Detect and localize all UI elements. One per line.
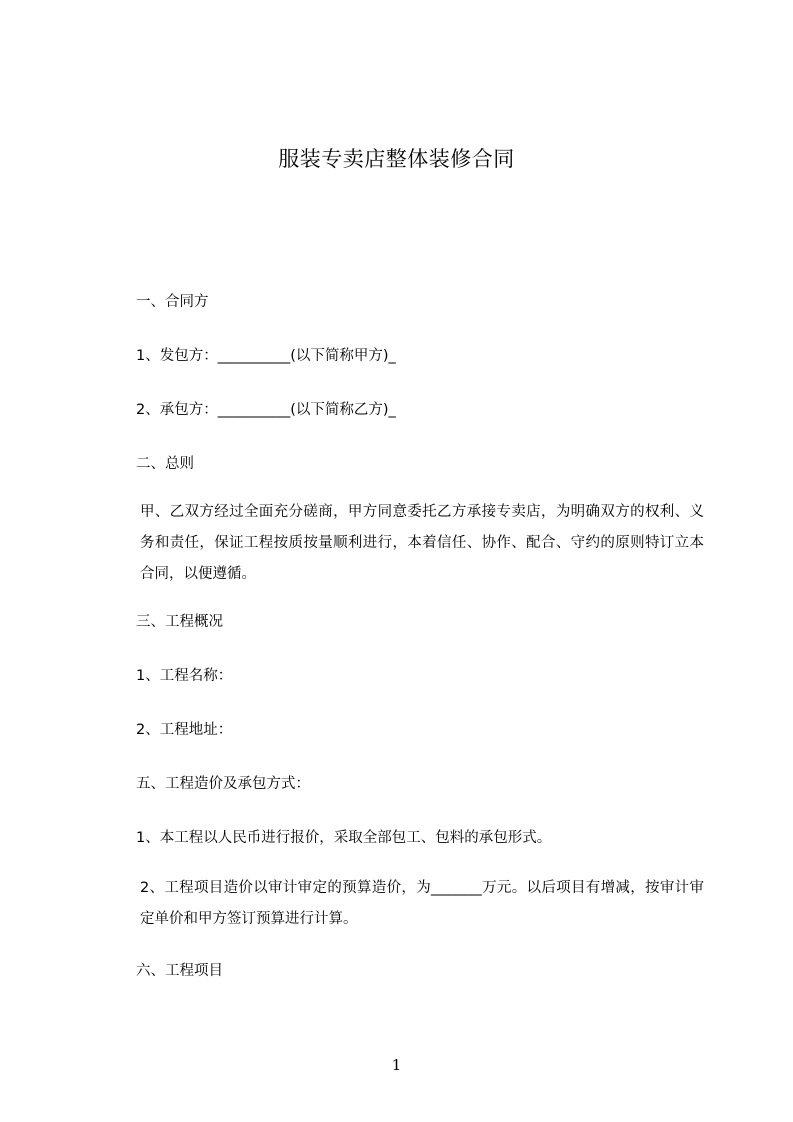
- general-paragraph-text: 甲、乙双方经过全面充分磋商，甲方同意委托乙方承接专卖店，为明确双方的权利、义务和责任，保证工程按质按量顺利进行，本着信任、协作、配合、守约的原则特订立本合同，以便遵循。: [140, 504, 704, 582]
- project-name-line: 1、工程名称：: [136, 668, 233, 684]
- cost-item-2-paragraph: [104, 873, 704, 935]
- section-heading-general: 二、总则: [136, 456, 194, 472]
- section-heading-contract-parties: 一、合同方: [136, 294, 209, 310]
- page-number: 1: [391, 1056, 402, 1074]
- document-title: 服装专卖店整体装修合同: [278, 147, 515, 171]
- section-heading-cost-and-contracting: 五、工程造价及承包方式：: [136, 776, 310, 792]
- section-heading-project-overview: 三、工程概况: [136, 614, 223, 630]
- cost-item-1: 1、本工程以人民币进行报价，采取全部包工、包料的承包形式。: [136, 830, 552, 846]
- project-address-line: 2、工程地址：: [136, 722, 233, 738]
- cost-item-2-text: 2、工程项目造价以审计审定的预算造价，为_______万元。以后项目有增减，按审计审定单价和甲方签订预算进行计算。: [140, 880, 704, 927]
- contractor-line: 2、承包方：__________(以下简称乙方)_: [136, 402, 396, 418]
- employer-line: 1、发包方：__________(以下简称甲方)_: [136, 348, 396, 364]
- section-heading-project-items: 六、工程项目: [136, 963, 223, 979]
- general-paragraph: [104, 497, 704, 590]
